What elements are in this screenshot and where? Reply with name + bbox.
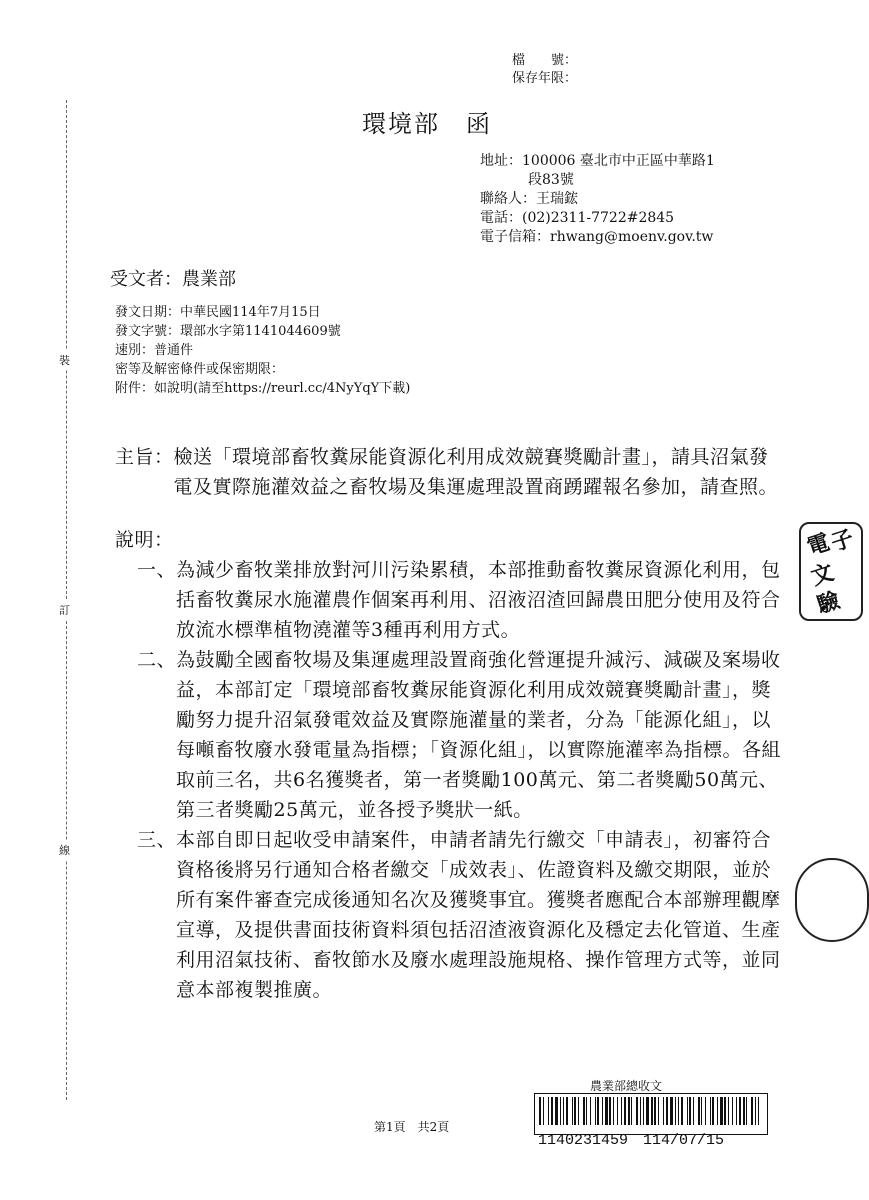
stamp-char: 電 <box>803 529 833 561</box>
retention-period: 保存年限： <box>512 71 578 86</box>
subject-text: 檢送「環境部畜牧糞尿能資源化利用成效競賽獎勵計畫」，請具沼氣發電及實際施灌效益之畜牧場及集運處理設置商踴躍報名參加，請查照。 <box>173 446 779 498</box>
seal-stamp <box>795 858 869 942</box>
address-line-1: 地址：100006 臺北市中正區中華路1 <box>480 153 715 169</box>
binding-mark-xian: 線 <box>59 840 70 860</box>
subject-block <box>115 442 785 502</box>
contact-block <box>480 152 715 247</box>
address-line-2: 段83號 <box>528 172 574 188</box>
dispatch-meta <box>115 303 410 398</box>
explanation-label: 說明： <box>115 529 174 551</box>
explanation-item <box>137 825 785 1005</box>
electronic-document-stamp <box>799 522 863 621</box>
explanation-block <box>115 525 785 1005</box>
item-text: 為減少畜牧業排放對河川污染累積，本部推動畜牧糞尿資源化利用，包括畜牧糞尿水施灌農作個案再利用、沼液沼渣回歸農田肥分使用及符合放流水標準植物澆灌等3種再利用方式。 <box>176 559 781 641</box>
stamp-char: 子 <box>827 525 857 557</box>
item-number: 一、 <box>137 559 177 581</box>
secrecy-level: 密等及解密條件或保密期限： <box>115 362 285 377</box>
recipient: 受文者：農業部 <box>110 269 236 290</box>
dispatch-number: 發文字號：環部水字第1141044609號 <box>115 324 341 339</box>
binding-mark-zhuang: 裝 <box>59 350 70 370</box>
contact-phone: 電話：(02)2311-7722#2845 <box>480 210 675 226</box>
item-number: 三、 <box>137 829 177 851</box>
barcode-icon <box>535 1094 767 1126</box>
barcode-number: 1140231459 114/07/15 <box>538 1132 725 1149</box>
item-text: 為鼓勵全國畜牧場及集運處理設置商強化營運提升減污、減碳及案場收益，本部訂定「環境部畜牧糞尿能資源化利用成效競賽獎勵計畫」，獎勵努力提升沼氣發電效益及實際施灌量的業者，分為「能源化組」，以每噸畜牧廢水發電量為指標；「資源化組」，以實際施灌率為指標。各組取前三名，共6名獲獎者，第一者獎勵100萬元、第二者獎勵50萬元、第三者獎勵25萬元，並各授予獎狀一紙。 <box>176 649 782 821</box>
item-text: 本部自即日起收受申請案件，申請者請先行繳交「申請表」，初審符合資格後將另行通知合格者繳交「成效表」、佐證資料及繳交期限，並於所有案件審查完成後通知名次及獲獎事宜。獲獎者應配合本部辦理觀摩宣導，及提供書面技術資料須包括沼渣液資源化及穩定去化管道、生產利用沼氣技術、畜牧節水及廢水處理設施規格、操作管理方式等，並同意本部複製推廣。 <box>176 829 781 1001</box>
attachment: 附件：如說明(請至https://reurl.cc/4NyYqY下載) <box>115 381 411 396</box>
document-title: 環境部 函 <box>362 110 492 138</box>
contact-email: 電子信箱：rhwang@moenv.gov.tw <box>480 229 714 245</box>
subject-label: 主旨： <box>115 446 174 468</box>
binding-mark-ding: 訂 <box>59 600 70 620</box>
explanation-item <box>137 645 785 825</box>
item-number: 二、 <box>137 649 177 671</box>
delivery-speed: 速別：普通件 <box>115 343 194 358</box>
file-number: 檔 號： <box>512 53 578 68</box>
file-meta <box>512 52 577 88</box>
stamp-char: 驗 <box>813 587 843 619</box>
contact-person: 聯絡人：王瑞鋐 <box>480 191 578 207</box>
receiver-stamp-label: 農業部總收文 <box>590 1079 663 1093</box>
dispatch-date: 發文日期：中華民國114年7月15日 <box>115 305 321 320</box>
page-number: 第1頁 共2頁 <box>374 1120 450 1134</box>
stamp-char: 文 <box>807 559 837 591</box>
explanation-item <box>137 555 785 645</box>
